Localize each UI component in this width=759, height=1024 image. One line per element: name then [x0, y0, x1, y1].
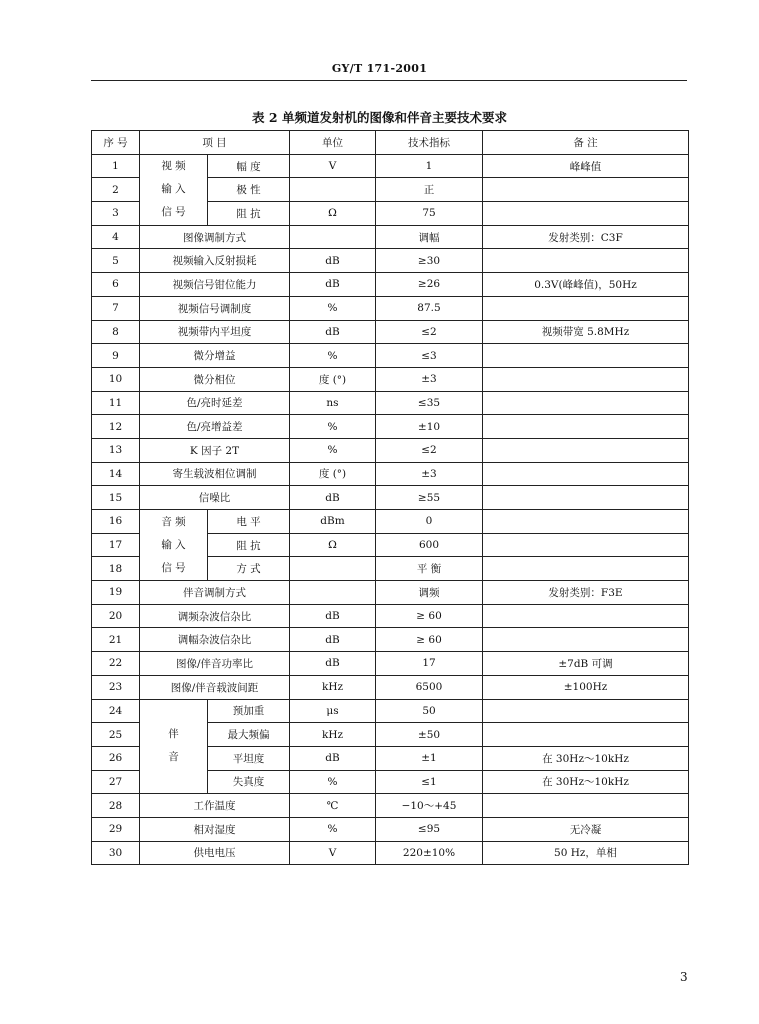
- row-item: K 因子 2T: [140, 438, 290, 462]
- row-item: 伴音调制方式: [140, 581, 290, 605]
- table-row: [92, 486, 689, 510]
- row-no: 17: [92, 533, 140, 557]
- row-no: 23: [92, 675, 140, 699]
- row-subitem: 最大频偏: [208, 723, 290, 747]
- row-no: 13: [92, 438, 140, 462]
- row-unit: %: [290, 415, 376, 439]
- row-spec: ≤35: [376, 391, 483, 415]
- row-unit: ns: [290, 391, 376, 415]
- row-spec: ≥ 60: [376, 604, 483, 628]
- col-header-note: 备 注: [483, 131, 689, 155]
- row-no: 9: [92, 344, 140, 368]
- row-item: 视频信号调制度: [140, 296, 290, 320]
- row-unit: dB: [290, 486, 376, 510]
- row-subitem: 阻 抗: [208, 533, 290, 557]
- row-spec: 平 衡: [376, 557, 483, 581]
- row-no: 16: [92, 510, 140, 534]
- row-unit: dB: [290, 320, 376, 344]
- row-item: 供电电压: [140, 841, 290, 865]
- row-unit: [290, 178, 376, 202]
- row-no: 12: [92, 415, 140, 439]
- row-unit: V: [290, 154, 376, 178]
- spec-table: [91, 130, 689, 865]
- row-item: 调幅杂波信杂比: [140, 628, 290, 652]
- row-item: 调频杂波信杂比: [140, 604, 290, 628]
- row-unit: %: [290, 770, 376, 794]
- row-item: 色/亮增益差: [140, 415, 290, 439]
- row-no: 26: [92, 746, 140, 770]
- row-spec: ≥55: [376, 486, 483, 510]
- row-no: 7: [92, 296, 140, 320]
- row-note: 50 Hz，单相: [483, 841, 689, 865]
- row-spec: ≤1: [376, 770, 483, 794]
- row-unit: dB: [290, 746, 376, 770]
- row-note: [483, 628, 689, 652]
- row-spec: ≥30: [376, 249, 483, 273]
- row-subitem: 阻 抗: [208, 202, 290, 226]
- table-row: [92, 794, 689, 818]
- row-no: 5: [92, 249, 140, 273]
- table-row: [92, 249, 689, 273]
- row-item: 图像/伴音载波间距: [140, 675, 290, 699]
- group-audio-section: [140, 699, 208, 794]
- row-spec: −10～+45: [376, 794, 483, 818]
- row-item: 视频带内平坦度: [140, 320, 290, 344]
- page-number: 3: [680, 970, 688, 984]
- row-spec: 600: [376, 533, 483, 557]
- row-note: [483, 296, 689, 320]
- row-note: 在 30Hz～10kHz: [483, 746, 689, 770]
- row-unit: [290, 225, 376, 249]
- row-item: 寄生载波相位调制: [140, 462, 290, 486]
- row-no: 24: [92, 699, 140, 723]
- row-no: 21: [92, 628, 140, 652]
- row-unit: [290, 557, 376, 581]
- row-no: 19: [92, 581, 140, 605]
- row-spec: 17: [376, 652, 483, 676]
- row-note: ±7dB 可调: [483, 652, 689, 676]
- row-note: [483, 486, 689, 510]
- row-unit: Ω: [290, 533, 376, 557]
- row-item: 微分增益: [140, 344, 290, 368]
- table-row: [92, 367, 689, 391]
- row-note: 视频带宽 5.8MHz: [483, 320, 689, 344]
- row-spec: ≤2: [376, 438, 483, 462]
- table-row: [92, 675, 689, 699]
- row-note: 0.3V(峰峰值)，50Hz: [483, 273, 689, 297]
- row-spec: ≥26: [376, 273, 483, 297]
- row-spec: 75: [376, 202, 483, 226]
- row-note: 发射类别：F3E: [483, 581, 689, 605]
- row-unit: dB: [290, 628, 376, 652]
- row-spec: 调幅: [376, 225, 483, 249]
- row-unit: dB: [290, 604, 376, 628]
- row-no: 1: [92, 154, 140, 178]
- row-unit: %: [290, 296, 376, 320]
- row-no: 2: [92, 178, 140, 202]
- table-row: [92, 628, 689, 652]
- row-subitem: 极 性: [208, 178, 290, 202]
- row-note: [483, 249, 689, 273]
- row-unit: ℃: [290, 794, 376, 818]
- row-note: [483, 699, 689, 723]
- row-spec: 1: [376, 154, 483, 178]
- row-spec: ≤3: [376, 344, 483, 368]
- table-row: [92, 296, 689, 320]
- row-subitem: 平坦度: [208, 746, 290, 770]
- row-unit: %: [290, 344, 376, 368]
- row-note: 峰峰值: [483, 154, 689, 178]
- table-row: [92, 415, 689, 439]
- row-item: 信噪比: [140, 486, 290, 510]
- table-row: [92, 652, 689, 676]
- row-note: [483, 415, 689, 439]
- row-no: 22: [92, 652, 140, 676]
- row-note: ±100Hz: [483, 675, 689, 699]
- table-row: [92, 841, 689, 865]
- row-unit: [290, 581, 376, 605]
- group-label: 信 号: [161, 206, 186, 219]
- row-item: 视频输入反射损耗: [140, 249, 290, 273]
- row-no: 30: [92, 841, 140, 865]
- table-row: [92, 273, 689, 297]
- row-unit: kHz: [290, 675, 376, 699]
- table-row: [92, 225, 689, 249]
- row-spec: 调频: [376, 581, 483, 605]
- row-note: [483, 438, 689, 462]
- row-note: [483, 510, 689, 534]
- row-spec: 6500: [376, 675, 483, 699]
- row-note: [483, 557, 689, 581]
- row-spec: ≤2: [376, 320, 483, 344]
- row-spec: 正: [376, 178, 483, 202]
- row-spec: ±10: [376, 415, 483, 439]
- row-note: [483, 794, 689, 818]
- group-label: 伴: [168, 728, 179, 741]
- row-spec: ±50: [376, 723, 483, 747]
- table-row: [92, 438, 689, 462]
- row-unit: %: [290, 817, 376, 841]
- col-header-unit: 单位: [290, 131, 376, 155]
- group-audio-input: [140, 510, 208, 581]
- row-note: [483, 367, 689, 391]
- row-note: [483, 723, 689, 747]
- row-no: 25: [92, 723, 140, 747]
- group-label: 音 频: [161, 515, 186, 528]
- row-unit: kHz: [290, 723, 376, 747]
- row-no: 14: [92, 462, 140, 486]
- row-spec: ≤95: [376, 817, 483, 841]
- row-note: 在 30Hz～10kHz: [483, 770, 689, 794]
- row-note: [483, 202, 689, 226]
- table-row: [92, 344, 689, 368]
- row-no: 27: [92, 770, 140, 794]
- row-no: 8: [92, 320, 140, 344]
- row-no: 3: [92, 202, 140, 226]
- standard-code: GY/T 171-2001: [331, 62, 428, 75]
- group-video-input: [140, 154, 208, 225]
- row-subitem: 幅 度: [208, 154, 290, 178]
- row-note: [483, 391, 689, 415]
- row-item: 图像调制方式: [140, 225, 290, 249]
- row-subitem: 失真度: [208, 770, 290, 794]
- row-no: 15: [92, 486, 140, 510]
- row-subitem: 方 式: [208, 557, 290, 581]
- row-spec: 220±10%: [376, 841, 483, 865]
- row-note: 发射类别：C3F: [483, 225, 689, 249]
- row-item: 图像/伴音功率比: [140, 652, 290, 676]
- row-no: 6: [92, 273, 140, 297]
- row-item: 工作温度: [140, 794, 290, 818]
- group-label: 音: [168, 751, 179, 764]
- table-row: [92, 817, 689, 841]
- row-no: 28: [92, 794, 140, 818]
- row-unit: %: [290, 438, 376, 462]
- row-item: 微分相位: [140, 367, 290, 391]
- row-item: 视频信号钳位能力: [140, 273, 290, 297]
- group-label: 信 号: [161, 561, 186, 574]
- table-title: 表 2 单频道发射机的图像和伴音主要技术要求: [252, 110, 507, 125]
- row-spec: 87.5: [376, 296, 483, 320]
- row-note: [483, 178, 689, 202]
- table-row: [92, 320, 689, 344]
- col-header-no: 序 号: [92, 131, 140, 155]
- row-note: 无冷凝: [483, 817, 689, 841]
- row-spec: ≥ 60: [376, 628, 483, 652]
- group-label: 视 频: [161, 160, 186, 173]
- row-unit: dB: [290, 249, 376, 273]
- row-no: 20: [92, 604, 140, 628]
- col-header-item: 项 目: [140, 131, 290, 155]
- table-row: [92, 462, 689, 486]
- row-unit: 度 (°): [290, 367, 376, 391]
- row-spec: ±3: [376, 367, 483, 391]
- row-unit: V: [290, 841, 376, 865]
- table-row: [92, 510, 689, 534]
- table-row: [92, 604, 689, 628]
- row-no: 4: [92, 225, 140, 249]
- header-rule: [91, 80, 687, 81]
- row-unit: dB: [290, 273, 376, 297]
- row-item: 色/亮时延差: [140, 391, 290, 415]
- row-item: 相对湿度: [140, 817, 290, 841]
- row-spec: 50: [376, 699, 483, 723]
- group-label: 输 入: [161, 538, 186, 551]
- row-unit: 度 (°): [290, 462, 376, 486]
- row-spec: 0: [376, 510, 483, 534]
- row-no: 11: [92, 391, 140, 415]
- table-row: [92, 154, 689, 178]
- row-unit: μs: [290, 699, 376, 723]
- row-note: [483, 344, 689, 368]
- table-header-row: [92, 131, 689, 155]
- row-spec: ±1: [376, 746, 483, 770]
- row-unit: dB: [290, 652, 376, 676]
- row-note: [483, 533, 689, 557]
- row-subitem: 电 平: [208, 510, 290, 534]
- table-row: [92, 391, 689, 415]
- row-unit: Ω: [290, 202, 376, 226]
- row-no: 29: [92, 817, 140, 841]
- row-no: 18: [92, 557, 140, 581]
- group-label: 输 入: [161, 183, 186, 196]
- table-row: [92, 699, 689, 723]
- col-header-spec: 技术指标: [376, 131, 483, 155]
- table-row: [92, 581, 689, 605]
- row-note: [483, 604, 689, 628]
- row-subitem: 预加重: [208, 699, 290, 723]
- row-unit: dBm: [290, 510, 376, 534]
- row-no: 10: [92, 367, 140, 391]
- row-spec: ±3: [376, 462, 483, 486]
- row-note: [483, 462, 689, 486]
